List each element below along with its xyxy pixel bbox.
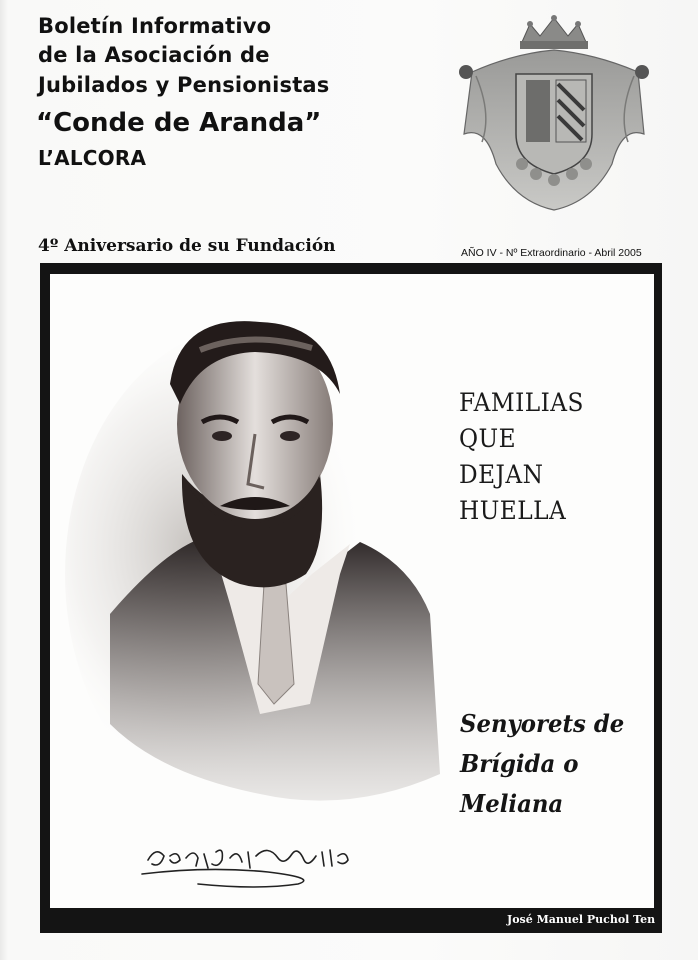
subtitle-line-3: Meliana	[460, 789, 564, 818]
coat-of-arms-icon	[452, 14, 657, 214]
masthead-line-2: de la Asociación de	[38, 43, 270, 67]
town-name: L’ALCORA	[38, 146, 147, 170]
handwritten-signature	[138, 838, 358, 898]
headline-line-2: QUE	[459, 424, 517, 453]
headline	[459, 385, 584, 529]
masthead-line-3: Jubilados y Pensionistas	[38, 73, 330, 97]
subtitle	[460, 704, 624, 824]
subtitle-line-1: Senyorets de	[460, 709, 625, 738]
issue-info: AÑO IV - Nº Extraordinario - Abril 2005	[461, 247, 642, 259]
author-name: José Manuel Puchol Ten	[507, 913, 656, 926]
headline-line-1: FAMILIAS	[459, 388, 584, 417]
association-name: “Conde de Aranda”	[36, 108, 322, 138]
subtitle-line-2: Brígida o	[460, 749, 579, 778]
anniversary-text: 4º Aniversario de su Fundación	[38, 236, 336, 256]
headline-line-4: HUELLA	[459, 496, 567, 525]
masthead-line-1: Boletín Informativo	[38, 14, 272, 38]
headline-line-3: DEJAN	[459, 460, 544, 489]
